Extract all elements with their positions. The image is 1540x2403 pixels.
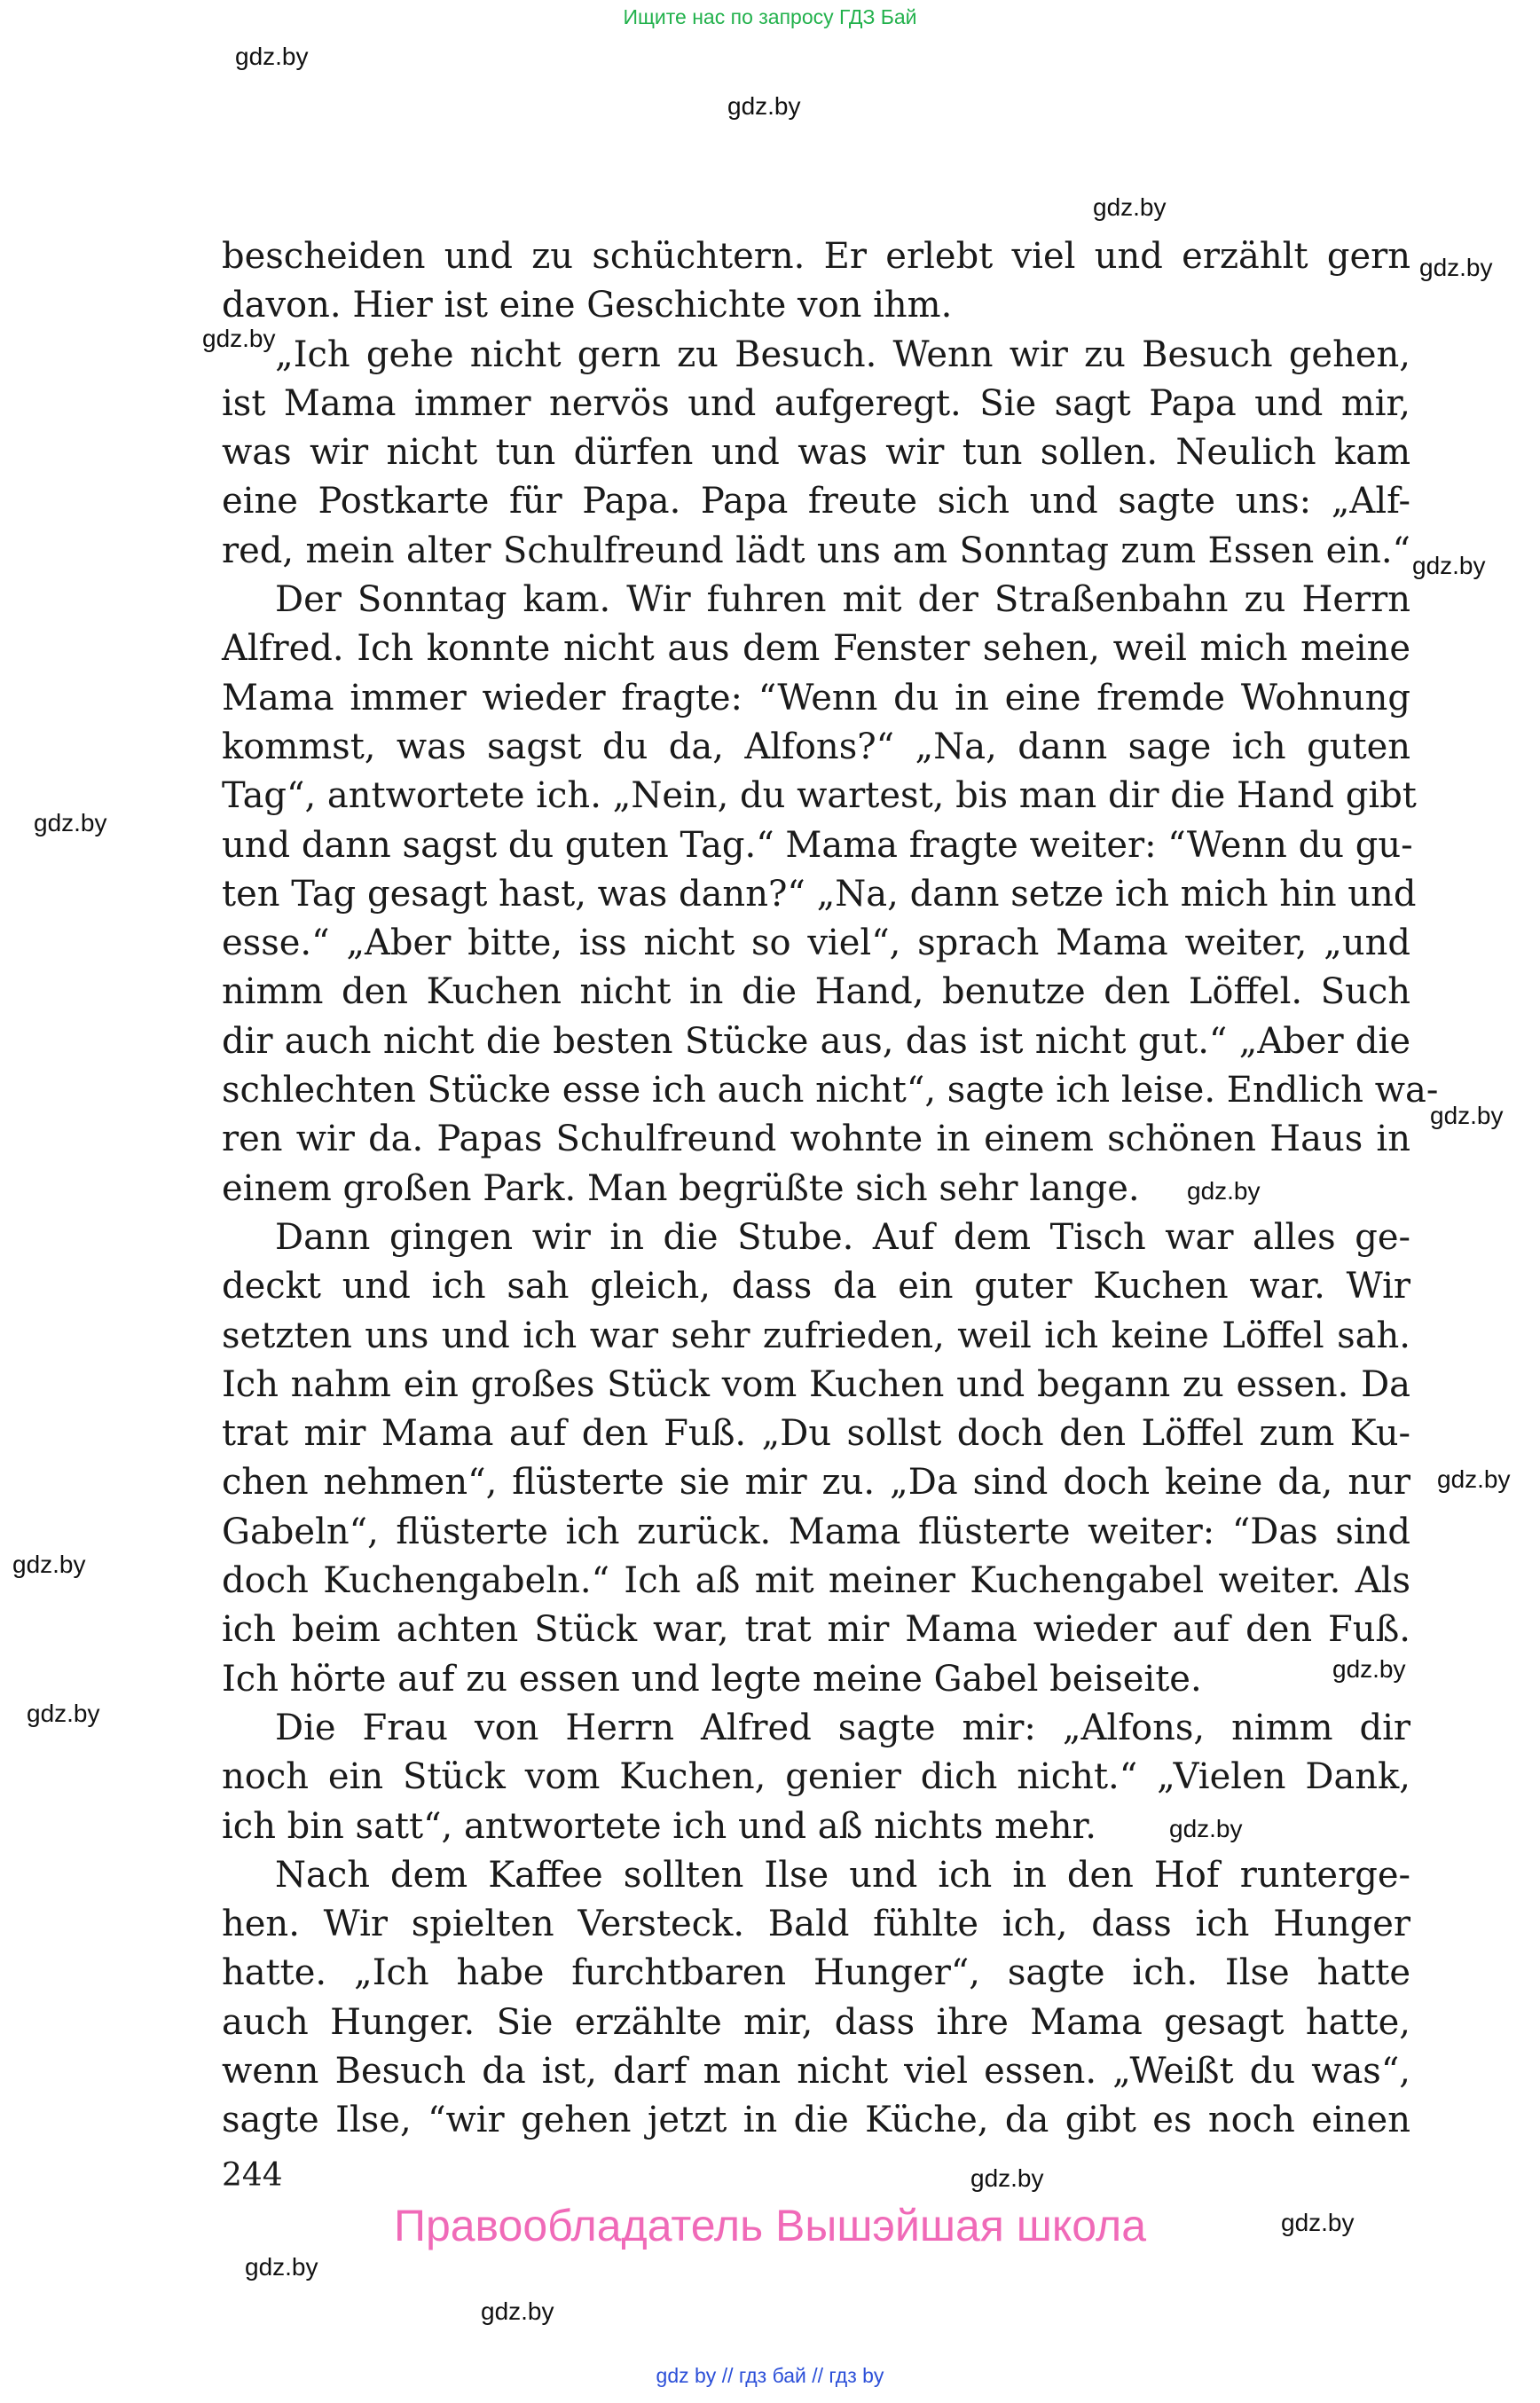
text-line: sagte Ilse, “wir gehen jetzt in die Küche, da gibt es noch einen bbox=[222, 2100, 1410, 2141]
text-line: ich beim achten Stück war, trat mir Mama wieder auf den Fuß. bbox=[222, 1609, 1410, 1651]
text-line: Mama immer wieder fragte: “Wenn du in eine fremde Wohnung bbox=[222, 677, 1410, 719]
watermark: gdz.by bbox=[245, 2253, 318, 2281]
text-line: hatte. „Ich habe furchtbaren Hunger“, sagte ich. Ilse hatte bbox=[222, 1952, 1410, 1994]
watermark: gdz.by bbox=[1419, 254, 1493, 281]
text-line: Dann gingen wir in die Stube. Auf dem Tisch war alles ge- bbox=[275, 1216, 1410, 1258]
text-line: ist Mama immer nervös und aufgeregt. Sie sagt Papa und mir, bbox=[222, 382, 1410, 424]
watermark: gdz.by bbox=[34, 809, 107, 836]
text-line: deckt und ich sah gleich, dass da ein guter Kuchen war. Wir bbox=[222, 1266, 1410, 1308]
text-line: dir auch nicht die besten Stücke aus, das ist nicht gut.“ „Aber die bbox=[222, 1020, 1410, 1062]
bottom-links[interactable]: gdz by // гдз бай // гдз by bbox=[656, 2364, 884, 2387]
text-line: Gabeln“, flüsterte ich zurück. Mama flüsterte weiter: “Das sind bbox=[222, 1511, 1410, 1552]
text-line: „Ich gehe nicht gern zu Besuch. Wenn wir zu Besuch gehen, bbox=[275, 334, 1410, 375]
text-line: Der Sonntag kam. Wir fuhren mit der Straßenbahn zu Herrn bbox=[275, 579, 1410, 621]
text-line: eine Postkarte für Papa. Papa freute sich und sagte uns: „Alf- bbox=[222, 481, 1410, 522]
text-line: nimm den Kuchen nicht in die Hand, benutze den Löffel. Such bbox=[222, 971, 1410, 1013]
text-line: ten Tag gesagt hast, was dann?“ „Na, dann setze ich mich hin und bbox=[222, 873, 1417, 915]
text-line: noch ein Stück vom Kuchen, genier dich nicht.“ „Vielen Dank, bbox=[222, 1756, 1410, 1798]
text-line: hen. Wir spielten Versteck. Bald fühlte ich, dass ich Hunger bbox=[222, 1904, 1410, 1945]
watermark: gdz.by bbox=[481, 2297, 554, 2325]
text-line: bescheiden und zu schüchtern. Er erlebt viel und erzählt gern bbox=[222, 236, 1410, 277]
watermark: gdz.by bbox=[970, 2164, 1044, 2192]
text-line: was wir nicht tun dürfen und was wir tun sollen. Neulich kam bbox=[222, 432, 1410, 474]
text-line: Nach dem Kaffee sollten Ilse und ich in den Hof runterge- bbox=[275, 1854, 1410, 1896]
copyright-notice: Правообладатель Вышэйшая школа bbox=[394, 2201, 1146, 2250]
watermark: gdz.by bbox=[1430, 1102, 1504, 1129]
page-body-text bbox=[222, 232, 1439, 2146]
watermark: gdz.by bbox=[727, 92, 801, 120]
text-line: auch Hunger. Sie erzählte mir, dass ihre Mama gesagt hatte, bbox=[222, 2001, 1410, 2043]
watermark: gdz.by bbox=[12, 1551, 86, 1578]
watermark: gdz.by bbox=[27, 1700, 100, 1727]
text-line: chen nehmen“, flüsterte sie mir zu. „Da sind doch keine da, nur bbox=[222, 1462, 1410, 1504]
text-line: und dann sagst du guten Tag.“ Mama fragte weiter: “Wenn du gu- bbox=[222, 824, 1413, 866]
text-line: Alfred. Ich konnte nicht aus dem Fenster sehen, weil mich meine bbox=[222, 628, 1410, 670]
text-line: Tag“, antwortete ich. „Nein, du wartest, bis man dir die Hand gibt bbox=[222, 775, 1417, 817]
text-line: esse.“ „Aber bitte, iss nicht so viel“, sprach Mama weiter, „und bbox=[222, 923, 1410, 964]
watermark: gdz.by bbox=[1187, 1177, 1261, 1205]
watermark: gdz.by bbox=[1332, 1655, 1406, 1683]
watermark: gdz.by bbox=[1169, 1815, 1243, 1842]
watermark: gdz.by bbox=[1412, 552, 1486, 579]
text-line: kommst, was sagst du da, Alfons?“ „Na, dann sage ich guten bbox=[222, 726, 1410, 767]
text-line: wenn Besuch da ist, darf man nicht viel essen. „Weißt du was“, bbox=[222, 2050, 1410, 2092]
page-number: 244 bbox=[222, 2157, 283, 2194]
watermark: gdz.by bbox=[1093, 193, 1167, 221]
text-line: Die Frau von Herrn Alfred sagte mir: „Alfons, nimm dir bbox=[275, 1707, 1410, 1748]
text-line: red, mein alter Schulfreund lädt uns am Sonntag zum Essen ein.“ bbox=[222, 530, 1410, 571]
watermark: gdz.by bbox=[235, 43, 309, 70]
text-line: Ich hörte auf zu essen und legte meine Gabel beiseite. bbox=[222, 1658, 1202, 1700]
text-line: ich bin satt“, antwortete ich und aß nichts mehr. bbox=[222, 1805, 1096, 1847]
top-notice-banner: Ищите нас по запросу ГДЗ Бай bbox=[623, 5, 917, 28]
text-line: einem großen Park. Man begrüßte sich sehr lange. bbox=[222, 1167, 1140, 1209]
text-line: doch Kuchengabeln.“ Ich aß mit meiner Kuchengabel weiter. Als bbox=[222, 1560, 1410, 1602]
text-line: schlechten Stücke esse ich auch nicht“, sagte ich leise. Endlich wa- bbox=[222, 1070, 1439, 1111]
text-line: setzten uns und ich war sehr zufrieden, weil ich keine Löffel sah. bbox=[222, 1315, 1410, 1356]
watermark: gdz.by bbox=[1281, 2209, 1355, 2236]
text-line: ren wir da. Papas Schulfreund wohnte in einem schönen Haus in bbox=[222, 1119, 1410, 1160]
text-line: davon. Hier ist eine Geschichte von ihm. bbox=[222, 285, 953, 326]
watermark: gdz.by bbox=[1437, 1465, 1511, 1493]
text-line: trat mir Mama auf den Fuß. „Du sollst doch den Löffel zum Ku- bbox=[222, 1413, 1410, 1455]
text-line: Ich nahm ein großes Stück vom Kuchen und begann zu essen. Da bbox=[222, 1363, 1410, 1405]
watermark: gdz.by bbox=[202, 325, 276, 352]
